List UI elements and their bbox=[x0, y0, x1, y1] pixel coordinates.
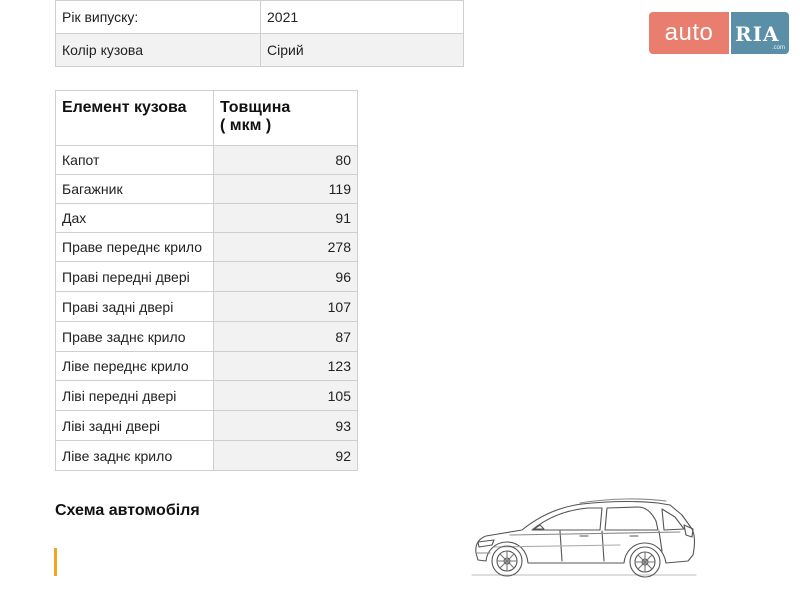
column-header-thickness: Товщина ( мкм ) bbox=[214, 91, 358, 146]
thickness-cell: 93 bbox=[214, 411, 358, 441]
year-value: 2021 bbox=[261, 1, 464, 34]
thickness-cell: 107 bbox=[214, 292, 358, 322]
logo-auto-text: auto bbox=[649, 12, 729, 54]
table-row bbox=[56, 1, 464, 34]
element-cell: Ліве переднє крило bbox=[56, 352, 214, 381]
year-label: Рік випуску: bbox=[56, 1, 261, 34]
element-cell: Ліве заднє крило bbox=[56, 441, 214, 471]
element-cell: Праве заднє крило bbox=[56, 322, 214, 352]
thickness-cell: 123 bbox=[214, 352, 358, 381]
color-value: Сірий bbox=[261, 34, 464, 67]
element-cell: Капот bbox=[56, 146, 214, 175]
table-row bbox=[56, 352, 358, 381]
table-row bbox=[56, 322, 358, 352]
element-cell: Багажник bbox=[56, 175, 214, 204]
table-row bbox=[56, 381, 358, 411]
paint-thickness-table bbox=[55, 90, 358, 471]
thickness-cell: 87 bbox=[214, 322, 358, 352]
accent-bar bbox=[54, 548, 57, 576]
element-cell: Ліві задні двері bbox=[56, 411, 214, 441]
element-cell: Праві передні двері bbox=[56, 262, 214, 292]
element-cell: Праве переднє крило bbox=[56, 233, 214, 262]
table-header-row bbox=[56, 91, 358, 146]
element-cell: Ліві передні двері bbox=[56, 381, 214, 411]
thickness-cell: 96 bbox=[214, 262, 358, 292]
element-cell: Дах bbox=[56, 204, 214, 233]
color-label: Колір кузова bbox=[56, 34, 261, 67]
logo-ria-block bbox=[731, 12, 789, 54]
thickness-cell: 278 bbox=[214, 233, 358, 262]
logo-ria-text: RIA bbox=[735, 22, 780, 46]
thickness-cell: 92 bbox=[214, 441, 358, 471]
thickness-cell: 91 bbox=[214, 204, 358, 233]
table-row bbox=[56, 262, 358, 292]
table-row bbox=[56, 233, 358, 262]
thickness-cell: 119 bbox=[214, 175, 358, 204]
autoria-logo[interactable] bbox=[649, 12, 789, 54]
table-row bbox=[56, 411, 358, 441]
schema-title: Схема автомобіля bbox=[55, 502, 200, 519]
table-row bbox=[56, 441, 358, 471]
table-row bbox=[56, 34, 464, 67]
car-side-icon bbox=[470, 495, 700, 580]
table-row bbox=[56, 175, 358, 204]
thickness-cell: 80 bbox=[214, 146, 358, 175]
column-header-element: Елемент кузова bbox=[56, 91, 214, 146]
car-info-table bbox=[55, 0, 464, 67]
table-row bbox=[56, 204, 358, 233]
thickness-cell: 105 bbox=[214, 381, 358, 411]
element-cell: Праві задні двері bbox=[56, 292, 214, 322]
logo-com-text: .com bbox=[771, 45, 785, 51]
table-row bbox=[56, 146, 358, 175]
table-row bbox=[56, 292, 358, 322]
